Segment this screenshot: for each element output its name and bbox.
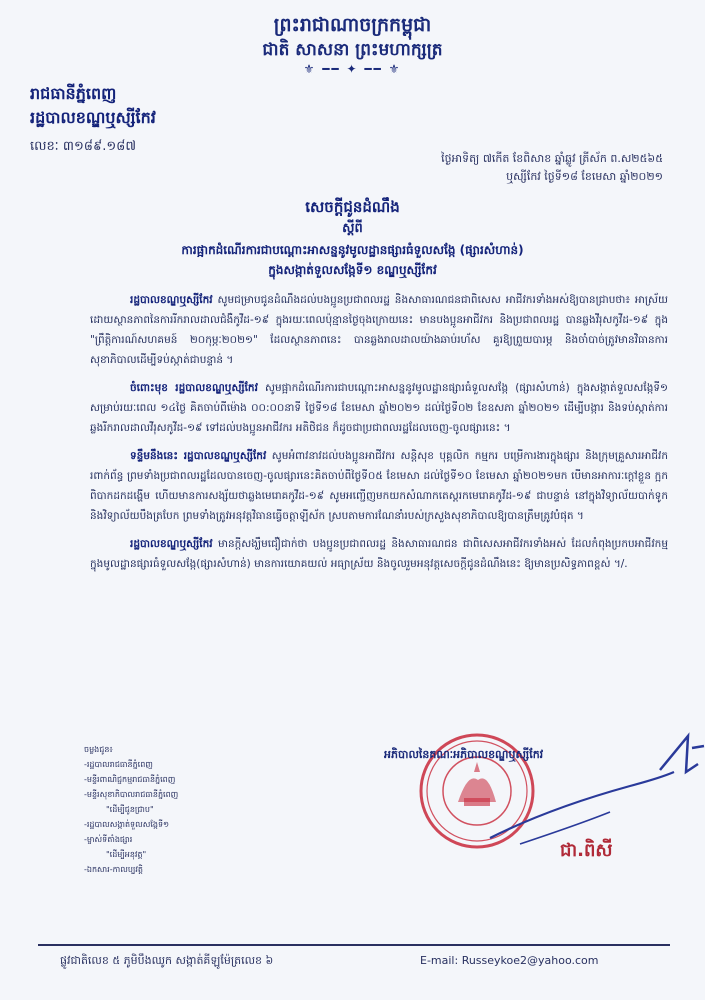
paragraph-1-text: សូមជម្រាបជូនដំណឹងដល់បងប្អូនប្រជាពលរដ្ឋ និងសាធារណជនជាពិសេស អាជីវករទាំងអស់ឱ្យបានជ្រាបថា៖ អាស្រ័យដោយស្ថានភាពនៃការរីករាលដាលជំងឺកូវីដ-១៩ ក្នុងរយៈពេលប៉ុន្មានថ្ងៃចុងក្រោយនេះ មានបងប្អូនអាជីវករ និងប្រជាពលរដ្ឋ បានឆ្លងវីរុសកូវីដ-១៩ ក្នុង "ព្រឹត្តិការណ៍សហគមន៍ ២០កុម្ភៈ២០២១" ដែលស្ថានភាពនេះ បានឆ្លងរាលដាលយ៉ាងឆាប់រហ័ស គួរឱ្យព្រួយបារម្ភ និងចាំបាច់ត្រូវមានវិធានការសុខាភិបាលដើម្បីទប់ស្កាត់ជាបន្ទាន់ ។ bbox=[90, 294, 668, 366]
national-motto: ជាតិ សាសនា ព្រះមហាក្សត្រ bbox=[262, 40, 443, 60]
notice-heading: សេចក្តីជូនដំណឹង bbox=[305, 198, 400, 216]
recipient-item: -ឯកសារ-កាលប្បវត្តិ bbox=[84, 865, 143, 874]
lunar-date: ថ្ងៃអាទិត្យ ៧កើត ខែពិសាខ ឆ្នាំឆ្លូវ ត្រីស័ក ព.ស២៥៦៥ bbox=[441, 152, 663, 165]
recipient-note: "ដើម្បីជូនជ្រាប" bbox=[106, 805, 154, 814]
footer-email: E-mail: Russeykoe2@yahoo.com bbox=[420, 954, 599, 967]
letterhead bbox=[0, 12, 705, 76]
recipient-item: -មន្ទីរពាណិជ្ជកម្មរាជធានីភ្នំពេញ bbox=[84, 775, 176, 784]
footer-divider bbox=[38, 944, 670, 946]
paragraph-2 bbox=[90, 378, 668, 438]
paragraph-4 bbox=[90, 534, 668, 574]
paragraph-4-lead: រដ្ឋបាលខណ្ឌឬស្សីកែវ bbox=[130, 538, 213, 550]
footer-address: ផ្លូវជាតិលេខ ៥ ភូមិបឹងឈូក សង្កាត់គីឡូម៉ែត្រលេខ ៦ bbox=[60, 954, 274, 967]
date-block bbox=[441, 150, 663, 186]
reference-number: លេខៈ ៣១៨៩.១៨៧ bbox=[30, 139, 137, 154]
paragraph-2-lead: ចំពោះមុខ រដ្ឋបាលខណ្ឌឬស្សីកែវ bbox=[130, 382, 258, 394]
paragraph-1-lead: រដ្ឋបាលខណ្ឌឬស្សីកែវ bbox=[130, 294, 213, 306]
recipients-heading: ចម្លងជូន៖ bbox=[84, 745, 113, 754]
issuer-block bbox=[30, 82, 156, 158]
notice-subject-line1: ការផ្អាកដំណើរការជាបណ្តោះអាសន្ននូវមូលដ្ឋានផ្សារធំទួលសង្កែ (ផ្សារសំហាន់) bbox=[181, 243, 524, 257]
notice-body bbox=[90, 290, 668, 582]
issuer-office: រដ្ឋបាលខណ្ឌឬស្សីកែវ bbox=[30, 108, 156, 127]
paragraph-4-text: មានក្តីសង្ឃឹមជឿជាក់ថា បងប្អូនប្រជាពលរដ្ឋ និងសាធារណជន ជាពិសេសអាជីវករទាំងអស់ ដែលកំពុងប្រកបអាជីវកម្មក្នុងមូលដ្ឋានផ្សារធំទួលសង្កែ(ផ្សារសំហាន់) មានការយោគយល់ អធ្យាស្រ័យ និងចូលរួមអនុវត្តសេចក្តីជូនដំណឹងនេះ ឱ្យមានប្រសិទ្ធភាពខ្ពស់ ។/. bbox=[90, 538, 668, 570]
recipient-item: -ម្ចាស់ទីតាំងផ្សារ bbox=[84, 835, 133, 844]
paragraph-3-text: សូមអំពាវនាវដល់បងប្អូនអាជីវករ សន្តិសុខ បុគ្គលិក កម្មករ បម្រើការងារក្នុងផ្សារ និងក្រុមគ្រួសារអាជីវករពាក់ព័ន្ធ ព្រមទាំងប្រជាពលរដ្ឋដែលបានចេញ-ចូលផ្សារនេះគិតចាប់ពីថ្ងៃទី០៥ ខែមេសា ដល់ថ្ងៃទី១០ ខែមេសា ឆ្នាំ២០២១មក បើមានអាការៈក្តៅខ្លួន ក្អក ពិបាកដកដង្ហើម ហើយមានការសង្ស័យថាឆ្លងមេរោគកូវីដ-១៩ សូមអញ្ជើញមកយកសំណាកតេស្តរកមេរោគកូវីដ-១៩ ជាបន្ទាន់ នៅក្នុងវិទ្យាល័យបាក់ទូក និងវិទ្យាល័យបឹងត្របែក ព្រមទាំងត្រូវអនុវត្តវិធានធ្វើចត្តាឡីស័ក ស្របតាមការណែនាំរបស់ក្រសួងសុខាភិបាលឱ្យបានត្រឹមត្រូវបំផុត ។ bbox=[90, 450, 668, 522]
issuer-city: រាជធានីភ្នំពេញ bbox=[30, 84, 117, 103]
footer bbox=[60, 954, 599, 970]
ornament-divider: ⚜ ━━ ✦ ━━ ⚜ bbox=[303, 62, 402, 76]
recipient-item: -មន្ទីរសុខាភិបាលរាជធានីភ្នំពេញ bbox=[84, 790, 179, 799]
recipient-item: -រដ្ឋបាលរាជធានីភ្នំពេញ bbox=[84, 760, 153, 769]
copy-recipients bbox=[84, 742, 178, 877]
notice-subject-line2: ក្នុងសង្កាត់ទួលសង្កែទី១ ខណ្ឌឬស្សីកែវ bbox=[268, 263, 437, 277]
signatory-name: ជា.ពិសី bbox=[560, 840, 613, 861]
recipient-note: "ដើម្បីអនុវត្ត" bbox=[106, 850, 147, 859]
solar-date: ឬស្សីកែវ ថ្ងៃទី១៨ ខែមេសា ឆ្នាំ២០២១ bbox=[506, 170, 663, 183]
notice-subject-label: ស្តីពី bbox=[342, 221, 363, 236]
recipient-item: -រដ្ឋបាលសង្កាត់ទួលសង្កែទី១ bbox=[84, 820, 170, 829]
paragraph-1 bbox=[90, 290, 668, 370]
paragraph-3-lead: ទន្ទឹមនឹងនេះ រដ្ឋបាលខណ្ឌឬស្សីកែវ bbox=[130, 450, 267, 462]
notice-title bbox=[0, 196, 705, 280]
kingdom-title: ព្រះរាជាណាចក្រកម្ពុជា bbox=[273, 14, 432, 36]
paragraph-3 bbox=[90, 446, 668, 526]
paragraph-2-text: សូមផ្អាកដំណើរការជាបណ្តោះអាសន្ននូវមូលដ្ឋានផ្សារធំទួលសង្កែ (ផ្សារសំហាន់) ក្នុងសង្កាត់ទួលសង្កែទី១ សម្រាប់រយៈពេល ១៤ថ្ងៃ គិតចាប់ពីម៉ោង ០០:០០នាទី ថ្ងៃទី១៨ ខែមេសា ឆ្នាំ២០២១ ដល់ថ្ងៃទី០២ ខែឧសភា ឆ្នាំ២០២១ ដើម្បីបង្ការ និងទប់ស្កាត់ការឆ្លងរីករាលដាលវីរុសកូវីដ-១៩ ទៅដល់បងប្អូនអាជីវករ អតិថិជន ក៏ដូចជាប្រជាពលរដ្ឋដែលចេញ-ចូលផ្សារនេះ ។ bbox=[90, 382, 668, 434]
signatory-title: អភិបាលនៃគណៈអភិបាលខណ្ឌឬស្សីកែវ bbox=[384, 748, 544, 761]
